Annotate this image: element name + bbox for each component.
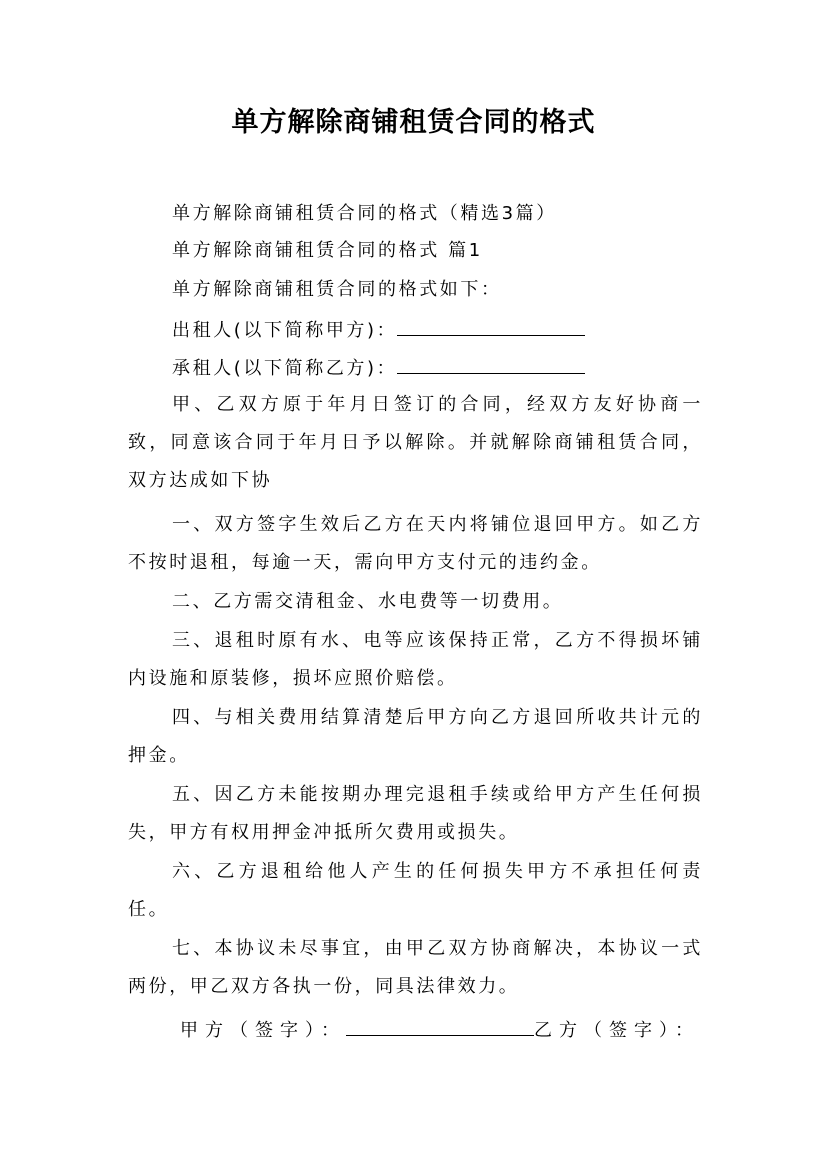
paragraph-8: 七、本协议未尽事宜，由甲乙双方协商解决，本协议一式两份，甲乙双方各执一份，同具法律效力。 xyxy=(128,938,703,997)
intro-line-1: 单方解除商铺租赁合同的格式（精选3篇） xyxy=(172,203,557,224)
paragraph-2: 一、双方签字生效后乙方在天内将铺位退回甲方。如乙方不按时退租，每逾一天，需向甲方支付元的违约金。 xyxy=(128,514,703,573)
lessor-field xyxy=(172,315,585,343)
paragraph-7: 六、乙方退租给他人产生的任何损失甲方不承担任何责任。 xyxy=(128,861,703,920)
party-a-signature-blank xyxy=(346,1015,534,1036)
document-title: 单方解除商铺租赁合同的格式 xyxy=(231,107,596,138)
paragraph-1: 甲、乙双方原于年月日签订的合同，经双方友好协商一致，同意该合同于年月日予以解除。并就解除商铺租赁合同，双方达成如下协 xyxy=(128,394,703,491)
lessor-label: 出租人(以下简称甲方)： xyxy=(172,320,398,341)
paragraph-5: 四、与相关费用结算清楚后甲方向乙方退回所收共计元的押金。 xyxy=(128,707,703,766)
paragraph-4: 三、退租时原有水、电等应该保持正常，乙方不得损坏铺内设施和原装修，损坏应照价赔偿。 xyxy=(128,630,703,689)
lessee-label: 承租人(以下简称乙方)： xyxy=(172,358,398,379)
paragraph-3: 二、乙方需交清租金、水电费等一切费用。 xyxy=(172,591,564,612)
paragraph-6: 五、因乙方未能按期办理完退租手续或给甲方产生任何损失，甲方有权用押金冲抵所欠费用或损失。 xyxy=(128,784,703,843)
party-b-signature-label: 乙方（签字）： xyxy=(534,1020,700,1041)
lessor-blank-line xyxy=(397,315,585,336)
party-a-signature-label: 甲方（签字）： xyxy=(180,1020,346,1041)
lessee-blank-line xyxy=(397,353,585,374)
intro-line-2: 单方解除商铺租赁合同的格式 篇1 xyxy=(172,240,483,261)
signature-line xyxy=(180,1015,700,1043)
lessee-field xyxy=(172,353,585,381)
intro-line-3: 单方解除商铺租赁合同的格式如下： xyxy=(172,279,502,300)
